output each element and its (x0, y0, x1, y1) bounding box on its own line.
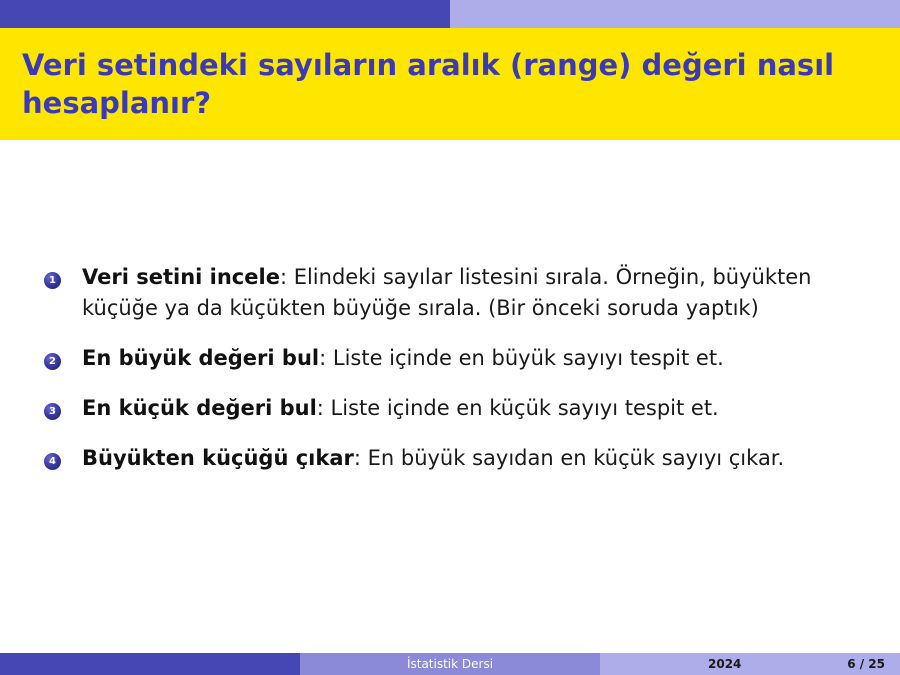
bullet-number-3-icon: 3 (44, 403, 61, 420)
list-item (44, 393, 874, 424)
top-header-bar-right (450, 0, 900, 28)
step-separator: : (316, 396, 324, 420)
step-description: Liste içinde en küçük sayıyı tespit et. (323, 396, 719, 420)
page-number: 6 / 25 (847, 657, 885, 671)
footer-bar (0, 653, 900, 675)
slide-title: Veri setindeki sayıların aralık (range) değeri nasıl hesaplanır? (22, 48, 835, 120)
step-description: Elindeki sayılar listesini sırala. Örneğin, büyükten küçüğe ya da küçükten büyüğe sırala. (Bir önceki soruda yaptık) (82, 265, 812, 320)
list-item-text (82, 343, 874, 374)
top-header-bar (0, 0, 900, 28)
step-term: Veri setini incele (82, 265, 280, 289)
list-item-text (82, 262, 874, 324)
step-separator: : (279, 265, 288, 289)
list-item-text (82, 443, 874, 474)
list-item-text (82, 393, 874, 424)
step-description: En büyük sayıdan en küçük sayıyı çıkar. (360, 446, 785, 470)
list-item (44, 343, 874, 374)
step-separator: : (319, 346, 327, 370)
step-separator: : (353, 446, 361, 470)
step-term: En büyük değeri bul (82, 346, 320, 370)
footer-year: 2024 (708, 657, 742, 671)
step-term: Büyükten küçüğü çıkar (82, 446, 354, 470)
step-description: Liste içinde en büyük sayıyı tespit et. (326, 346, 724, 370)
list-item (44, 443, 874, 474)
bullet-number-4-icon: 4 (44, 453, 61, 470)
footer-right-block (600, 653, 900, 675)
bullet-number-2-icon: 2 (44, 353, 61, 370)
bullet-number-1-icon: 1 (44, 272, 61, 289)
top-header-bar-left (0, 0, 450, 28)
steps-list (44, 262, 874, 493)
footer-course-title: İstatistik Dersi (300, 653, 600, 675)
step-term: En küçük değeri bul (82, 396, 317, 420)
title-bar (0, 28, 900, 140)
footer-left-block (0, 653, 300, 675)
list-item (44, 262, 874, 324)
